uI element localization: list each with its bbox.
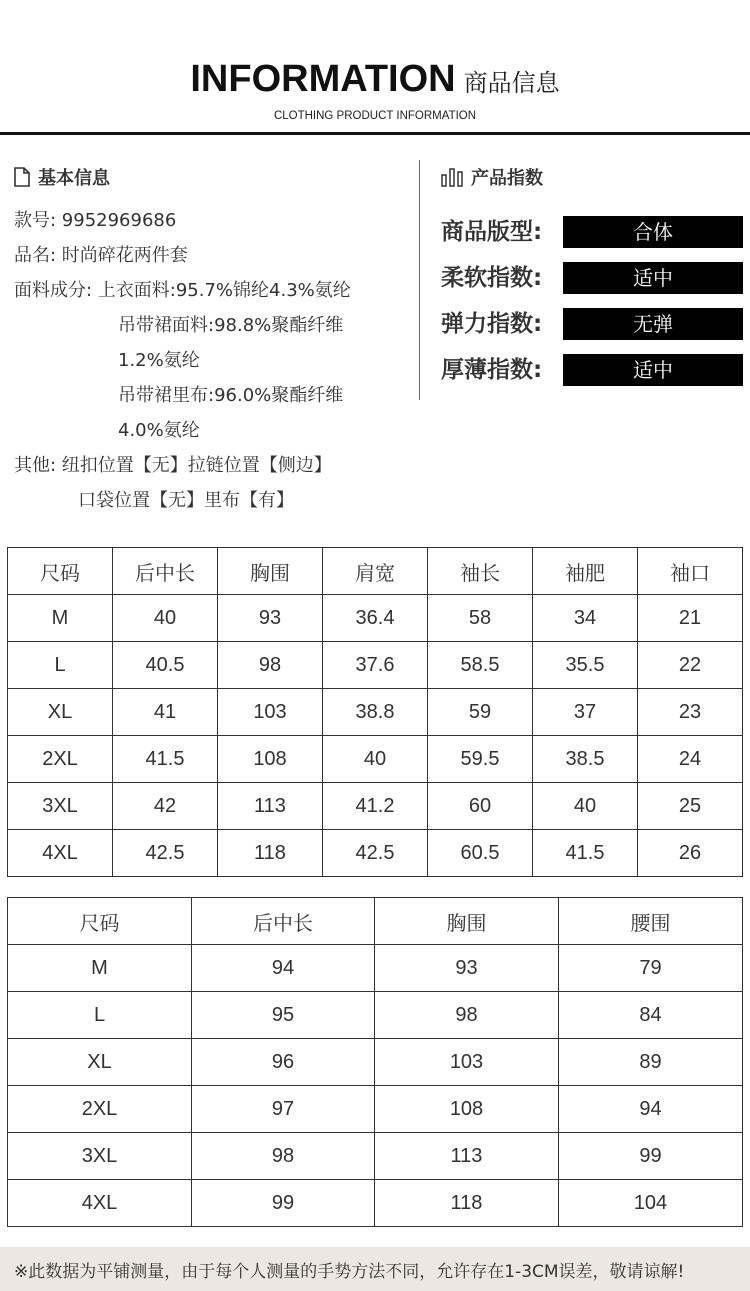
header-divider [0, 132, 750, 135]
table-cell: 98 [218, 642, 323, 689]
table-cell: 22 [638, 642, 743, 689]
table-cell: 41 [113, 689, 218, 736]
title-english: INFORMATION [190, 58, 456, 100]
table-cell: L [8, 642, 113, 689]
table-cell: 42.5 [113, 830, 218, 877]
table-header-cell: 袖口 [638, 548, 743, 595]
table-cell: 25 [638, 783, 743, 830]
table-header-cell: 袖长 [428, 548, 533, 595]
table-cell: 37.6 [323, 642, 428, 689]
page-title [0, 58, 750, 101]
table-cell: 94 [192, 945, 375, 992]
table-cell: 93 [218, 595, 323, 642]
table-cell: 104 [559, 1180, 743, 1227]
size-table-bottom [7, 897, 743, 1227]
product-index-title: 产品指数 [471, 168, 543, 189]
table-row [8, 830, 743, 877]
index-label: 弹力指数: [441, 311, 543, 337]
index-row-elasticity [441, 308, 750, 340]
table-cell: 37 [533, 689, 638, 736]
table-cell: M [8, 945, 192, 992]
table-cell: 36.4 [323, 595, 428, 642]
table-cell: 58.5 [428, 642, 533, 689]
table-cell: L [8, 992, 192, 1039]
table-cell: M [8, 595, 113, 642]
table-header-row [8, 548, 743, 595]
table-cell: 40.5 [113, 642, 218, 689]
table-row [8, 1180, 743, 1227]
table-cell: 2XL [8, 736, 113, 783]
table-cell: 59.5 [428, 736, 533, 783]
index-value: 适中 [563, 354, 743, 386]
table-cell: 84 [559, 992, 743, 1039]
index-row-thickness [441, 354, 750, 386]
table-cell: 113 [218, 783, 323, 830]
table-cell: 93 [375, 945, 559, 992]
title-chinese: 商品信息 [463, 69, 560, 97]
table-cell: 42.5 [323, 830, 428, 877]
table-cell: 40 [323, 736, 428, 783]
table-row [8, 1133, 743, 1180]
table-row [8, 642, 743, 689]
table-cell: XL [8, 689, 113, 736]
table-header-cell: 胸围 [375, 898, 559, 945]
table-cell: 99 [559, 1133, 743, 1180]
table-cell: 97 [192, 1086, 375, 1133]
table-row [8, 1086, 743, 1133]
table-header-cell: 袖肥 [533, 548, 638, 595]
measurement-note [0, 1247, 750, 1291]
info-line-other-2: 口袋位置【无】里布【有】 [78, 490, 294, 511]
table-cell: 99 [192, 1180, 375, 1227]
table-cell: 3XL [8, 783, 113, 830]
table-cell: 60 [428, 783, 533, 830]
table-cell: 59 [428, 689, 533, 736]
header [0, 0, 750, 140]
table-cell: XL [8, 1039, 192, 1086]
index-label: 商品版型: [441, 219, 543, 245]
table-cell: 108 [375, 1086, 559, 1133]
basic-info-heading [14, 164, 110, 190]
table-cell: 3XL [8, 1133, 192, 1180]
table-header-cell: 尺码 [8, 898, 192, 945]
table-header-cell: 胸围 [218, 548, 323, 595]
info-line-fabric-2: 吊带裙面料:98.8%聚酯纤维 [118, 315, 344, 336]
table-cell: 41.5 [533, 830, 638, 877]
section-divider [419, 160, 420, 400]
info-line-name: 品名: 时尚碎花两件套 [14, 245, 188, 266]
table-cell: 108 [218, 736, 323, 783]
table-cell: 103 [218, 689, 323, 736]
table-row [8, 595, 743, 642]
table-row [8, 1039, 743, 1086]
note-text: ※此数据为平铺测量，由于每个人测量的手势方法不同，允许存在1-3CM误差，敬请谅解! [14, 1262, 685, 1282]
table-row [8, 945, 743, 992]
index-label: 柔软指数: [441, 265, 543, 291]
info-line-fabric: 面料成分: 上衣面料:95.7%锦纶4.3%氨纶 [14, 280, 351, 301]
index-row-fit [441, 216, 750, 248]
product-index-heading [441, 164, 543, 190]
table-cell: 40 [533, 783, 638, 830]
index-value: 适中 [563, 262, 743, 294]
table-cell: 4XL [8, 830, 113, 877]
table-cell: 60.5 [428, 830, 533, 877]
info-line-lining: 吊带裙里布:96.0%聚酯纤维 [118, 385, 344, 406]
table-header-cell: 腰围 [559, 898, 743, 945]
table-cell: 98 [192, 1133, 375, 1180]
document-icon [14, 167, 30, 187]
table-row [8, 992, 743, 1039]
index-value: 无弹 [563, 308, 743, 340]
basic-info-title: 基本信息 [38, 168, 110, 189]
table-cell: 40 [113, 595, 218, 642]
table-cell: 118 [218, 830, 323, 877]
table-cell: 23 [638, 689, 743, 736]
table-cell: 26 [638, 830, 743, 877]
info-line-fabric-3: 1.2%氨纶 [118, 350, 200, 371]
table-cell: 95 [192, 992, 375, 1039]
info-line-other: 其他: 纽扣位置【无】拉链位置【侧边】 [14, 455, 332, 476]
table-cell: 38.8 [323, 689, 428, 736]
table-header-cell: 后中长 [113, 548, 218, 595]
table-header-row [8, 898, 743, 945]
table-cell: 58 [428, 595, 533, 642]
table-cell: 96 [192, 1039, 375, 1086]
table-header-cell: 肩宽 [323, 548, 428, 595]
table-cell: 35.5 [533, 642, 638, 689]
table-cell: 89 [559, 1039, 743, 1086]
index-value: 合体 [563, 216, 743, 248]
table-cell: 103 [375, 1039, 559, 1086]
table-cell: 38.5 [533, 736, 638, 783]
info-line-style-no: 款号: 9952969686 [14, 210, 177, 231]
table-header-cell: 尺码 [8, 548, 113, 595]
table-cell: 41.5 [113, 736, 218, 783]
table-row [8, 689, 743, 736]
table-cell: 79 [559, 945, 743, 992]
table-cell: 118 [375, 1180, 559, 1227]
table-cell: 21 [638, 595, 743, 642]
table-header-cell: 后中长 [192, 898, 375, 945]
table-cell: 34 [533, 595, 638, 642]
table-cell: 41.2 [323, 783, 428, 830]
info-line-lining-2: 4.0%氨纶 [118, 420, 200, 441]
table-cell: 94 [559, 1086, 743, 1133]
subtitle: CLOTHING PRODUCT INFORMATION [273, 110, 477, 122]
table-cell: 4XL [8, 1180, 192, 1227]
info-section [0, 150, 750, 520]
table-cell: 42 [113, 783, 218, 830]
table-cell: 98 [375, 992, 559, 1039]
table-row [8, 736, 743, 783]
index-label: 厚薄指数: [441, 357, 543, 383]
table-cell: 2XL [8, 1086, 192, 1133]
bar-chart-icon [441, 167, 463, 187]
index-row-softness [441, 262, 750, 294]
table-row [8, 783, 743, 830]
size-table-top [7, 547, 743, 877]
table-cell: 113 [375, 1133, 559, 1180]
table-cell: 24 [638, 736, 743, 783]
